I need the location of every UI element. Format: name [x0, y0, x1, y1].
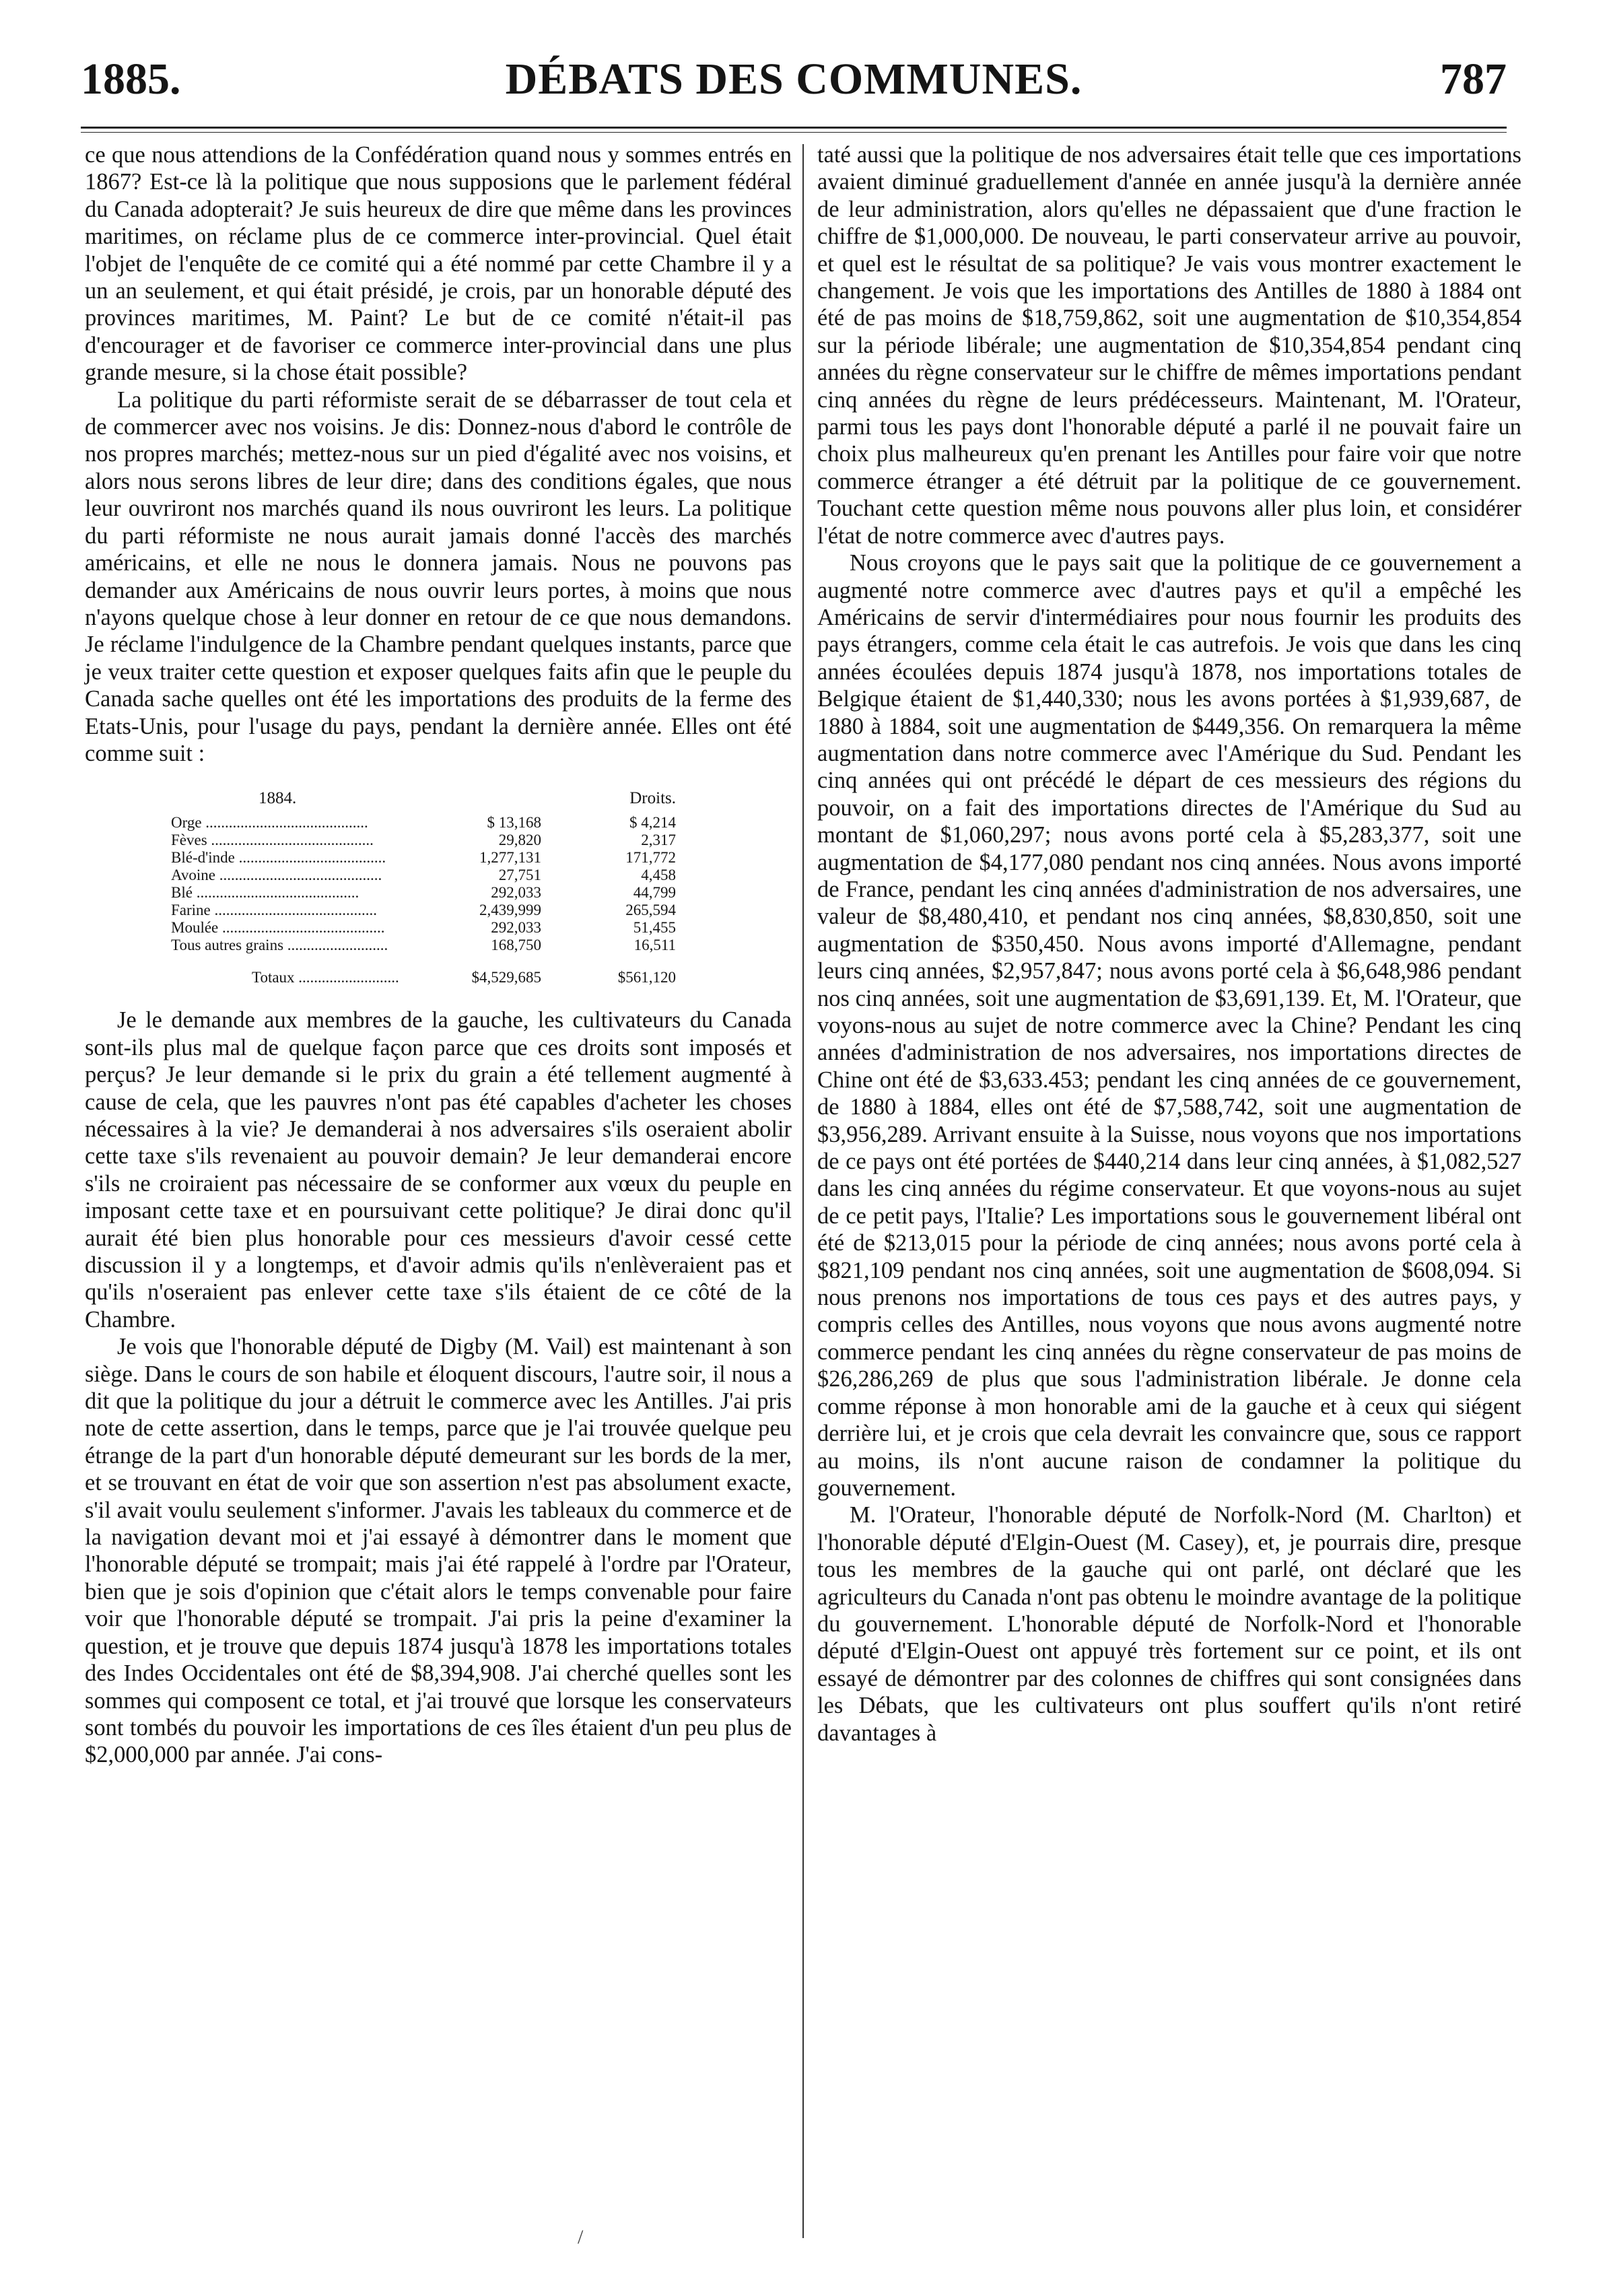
table-year-header: 1884.: [259, 790, 297, 808]
row-value: 1,277,131: [479, 849, 541, 867]
imports-table: [171, 790, 676, 986]
header-rule-thin: [81, 132, 1507, 133]
row-label: Farine ..........................................: [171, 902, 378, 919]
row-label: Orge ..........................................: [171, 814, 368, 832]
row-duty: 16,511: [633, 937, 676, 954]
total-label: Totaux ..........................: [252, 969, 399, 986]
row-duty: 4,458: [641, 867, 676, 884]
row-label: Fèves ..........................................: [171, 832, 374, 849]
total-value: $4,529,685: [471, 969, 541, 986]
left-paragraph-1: ce que nous attendions de la Confédération quand nous y sommes entrés en 1867? Est-ce là la politique que nous supposions que le parlement fédéral du Canada adopterait? Je suis heureux de dire que même dans les provinces maritimes, on réclame plus de ce commerce inter-provincial. Quel était l'objet de l'enquête de ce comité qui a été nommé par cette Chambre il y a un an seulement, et qui était présidé, je crois, par un honorable député des provinces maritimes, M. Paint? Le but de ce comité n'était-il pas d'encourager et de favoriser ce commerce inter-provincial dans une plus grande mesure, si la chose était possible?: [85, 142, 792, 386]
table-row: [171, 849, 676, 867]
header-year: 1885.: [81, 55, 181, 104]
row-duty: 51,455: [633, 919, 676, 937]
row-value: 292,033: [491, 919, 541, 937]
left-paragraph-4: Je vois que l'honorable député de Digby (M. Vail) est maintenant à son siège. Dans le cours de son habile et éloquent discours, l'autre soir, il nous a dit que la politique du jour a détruit le commerce avec les Antilles. J'ai pris note de cette assertion, dans le temps, parce que je l'ai trouvée quelque peu étrange de la part d'un honorable député demeurant sur les bords de la mer, et se trouvant en état de voir que son assertion n'est pas absolument exacte, s'il avait voulu seulement s'informer. J'avais les tableaux du commerce et de la navigation devant moi et j'ai essayé à démontrer dans le moment que l'honorable député se trompait; mais j'ai été rappelé à l'ordre par l'Orateur, bien que je sois d'opinion que c'était alors le temps convenable pour faire voir que l'honorable député se trompait. J'ai pris la peine d'examiner la question, et je trouve que depuis 1874 jusqu'à 1878 les importations totales des Indes Occidentales ont été de $8,394,908. J'ai cherché quelles sont les sommes qui composent ce total, et j'ai trouvé que lorsque les conservateurs sont tombés du pouvoir les importations de ces îles étaient d'un peu plus de $2,000,000 par année. J'ai cons-: [85, 1334, 792, 1768]
row-label: Moulée ..........................................: [171, 919, 385, 937]
row-value: $ 13,168: [487, 814, 541, 832]
row-duty: 44,799: [633, 884, 676, 902]
table-total-row: [171, 969, 676, 986]
row-duty: 265,594: [625, 902, 676, 919]
right-column: [817, 141, 1521, 1747]
row-label: Avoine ..........................................: [171, 867, 382, 884]
right-paragraph-3: M. l'Orateur, l'honorable député de Norfolk-Nord (M. Charlton) et l'honorable député d'Elgin-Ouest (M. Casey), et, je pourrais dire, presque tous les membres de la gauche qui ont parlé, ont déclaré que les agriculteurs du Canada n'ont pas obtenu le moindre avantage de la politique du gouvernement. L'honorable député de Norfolk-Nord et l'honorable député d'Elgin-Ouest ont appuyé très fortement sur ce point, et ils ont essayé de démontrer par des colonnes de chiffres qui sont consignées dans les Débats, que les cultivateurs ont plus souffert qu'ils n'ont retiré davantages à: [817, 1502, 1521, 1746]
table-row: [171, 902, 676, 919]
row-value: 292,033: [491, 884, 541, 902]
table-row: [171, 867, 676, 884]
row-label: Tous autres grains ..........................: [171, 937, 388, 954]
row-duty: $ 4,214: [629, 814, 676, 832]
page-header: [81, 53, 1507, 106]
table-row: [171, 937, 676, 954]
total-duty: $561,120: [617, 969, 676, 986]
header-rule-thick: [81, 127, 1507, 129]
row-value: 29,820: [498, 832, 541, 849]
table-duty-header: Droits.: [629, 789, 676, 808]
row-duty: 171,772: [625, 849, 676, 867]
row-label: Blé ..........................................: [171, 884, 359, 902]
left-column: [85, 141, 792, 1769]
table-row: [171, 919, 676, 937]
row-label: Blé-d'inde ......................................: [171, 849, 386, 867]
table-value-header: [435, 790, 541, 807]
row-value: 27,751: [498, 867, 541, 884]
table-row: [171, 832, 676, 849]
right-paragraph-1: taté aussi que la politique de nos adversaires était telle que ces importations avaient diminué graduellement d'année en année jusqu'à la dernière année de leur administration, alors qu'elles ne dépassaient que d'une fraction le chiffre de $1,000,000. De nouveau, le parti conservateur arrive au pouvoir, et quel est le résultat de sa politique? Je vais vous montrer exactement le changement. Je vois que les importations des Antilles de 1880 à 1884 ont été de pas moins de $18,759,862, soit une augmentation de $10,354,854 sur la période libérale; une augmentation de $10,354,854 pendant cinq années du règne conservateur sur le chiffre de mêmes importations pendant cinq années du règne de leurs prédécesseurs. Maintenant, M. l'Orateur, parmi tous les pays dont l'honorable député a parlé il ne pouvait faire un choix plus malheureux qu'en prenant les Antilles pour faire voir que notre commerce étranger a été détruit par la politique de ce gouvernement. Touchant cette question même nous pouvons aller plus loin, et considérer l'état de notre commerce avec d'autres pays.: [817, 142, 1521, 549]
right-paragraph-2: Nous croyons que le pays sait que la politique de ce gouvernement a augmenté notre commerce avec d'autres pays et qu'il a empêché les Américains de servir d'intermédiaires pour nous fournir les produits des pays étrangers, comme cela était le cas autrefois. Je vois que dans les cinq années écoulées depuis 1874 jusqu'à 1878, nos importations totales de Belgique étaient de $1,440,330; nous les avons portées à $1,939,687, de 1880 à 1884, soit une augmentation de $449,356. On remarquera la même augmentation dans notre commerce avec l'Amérique du Sud. Pendant les cinq années qui ont précédé le départ de ces messieurs des régions du pouvoir, on a fait des importations directes de l'Amérique du Sud au montant de $1,060,297; nous avons porté cela à $5,283,377, soit une augmentation de $4,177,080 pendant nos cinq années. Nous avons importé de France, pendant les cinq années d'administration de nos adversaires, une valeur de $8,480,410, et pendant nos cinq années, $8,830,850, soit une augmentation de $350,450. Nous avons importé d'Allemagne, pendant leurs cinq années, $2,957,847; nous avons porté cela à $6,648,986 pendant nos cinq années, soit une augmentation de $3,691,139. Et, M. l'Orateur, que voyons-nous au sujet de notre commerce avec la Chine? Pendant les cinq années d'administration de nos adversaires, nos importations directes de Chine ont été de $3,633.453; pendant les cinq années de ce gouvernement, de 1880 à 1884, elles ont été de $7,588,742, soit une augmentation de $3,956,289. Arrivant ensuite à la Suisse, nous voyons que nos importations de ce pays ont été portées de $440,214 dans leur cinq années, à $1,082,527 dans les cinq années du régime conservateur. Et que voyons-nous au sujet de ce petit pays, l'Italie? Les importations sous le gouvernement libéral ont été de $213,015 pour la période de cinq années; nous avons porté cela à $821,109 pendant nos cinq années, soit une augmentation de $608,094. Si nous prenons nos importations de tous ces pays et des autres pays, y compris celles des Antilles, nous voyons que nous avons augmenté notre commerce pendant les cinq années du règne conservateur de pas moins de $26,286,269 de plus que sous l'administration libérale. Je donne cela comme réponse à mon honorable ami de la gauche et à ceux qui siégent derrière lui, et je crois que cela devrait les convaincre que, sous ce rapport au moins, ils n'ont aucune raison de condamner la politique du gouvernement.: [817, 550, 1521, 1501]
imports-table-header: [171, 790, 676, 807]
stray-mark: /: [578, 2226, 584, 2248]
table-row: [171, 814, 676, 832]
header-page-number: 787: [1440, 55, 1507, 104]
row-value: 2,439,999: [479, 902, 541, 919]
header-title: DÉBATS DES COMMUNES.: [505, 55, 1083, 104]
table-row: [171, 884, 676, 902]
row-duty: 2,317: [641, 832, 676, 849]
left-paragraph-2: La politique du parti réformiste serait de se débarrasser de tout cela et de commercer avec nos voisins. Je dis: Donnez-nous d'abord le contrôle de nos propres marchés; mettez-nous sur un pied d'égalité avec nos voisins, et alors nous serons libres de leur dire; dans des conditions égales, que nous leur ouvriront nos marchés quand ils nous ouvriront les leurs. La politique du parti réformiste ne nous aurait jamais donné l'accès des marchés américains, et elle ne nous le donnera jamais. Nous ne pouvons pas demander aux Américains de nous ouvrir leurs portes, à moins que nous n'ayons quelque chose à leur donner en retour de ce que nous demandons. Je réclame l'indulgence de la Chambre pendant quelques instants, parce que je veux traiter cette question et exposer quelques faits afin que le peuple du Canada sache quelles ont été les importations des produits de la ferme des Etats-Unis, pour l'usage du pays, pendant la dernière année. Elles ont été comme suit :: [85, 386, 792, 766]
left-paragraph-3: Je le demande aux membres de la gauche, les cultivateurs du Canada sont-ils plus mal de quelque façon parce que ces droits sont imposés et perçus? Je leur demande si le prix du grain a été tellement augmenté à cause de cela, que les pauvres n'ont pas été capables d'acheter les choses nécessaires à la vie? Je demanderai à nos adversaires s'ils oseraient abolir cette taxe s'ils revenaient au pouvoir demain? Je leur demanderai encore s'ils ne croiraient pas nécessaire de se conformer aux vœux du peuple en imposant cette taxe et en poursuivant cette politique? Je dirai donc qu'il aurait été bien plus honorable pour ces messieurs d'avoir cessé cette discussion il y a longtemps, et d'avoir admis qu'ils n'enlèveraient pas et qu'ils n'oseraient pas enlever cette taxe s'ils étaient de ce côté de la Chambre.: [85, 1007, 792, 1332]
row-value: 168,750: [491, 937, 541, 954]
column-divider: [802, 144, 804, 2238]
